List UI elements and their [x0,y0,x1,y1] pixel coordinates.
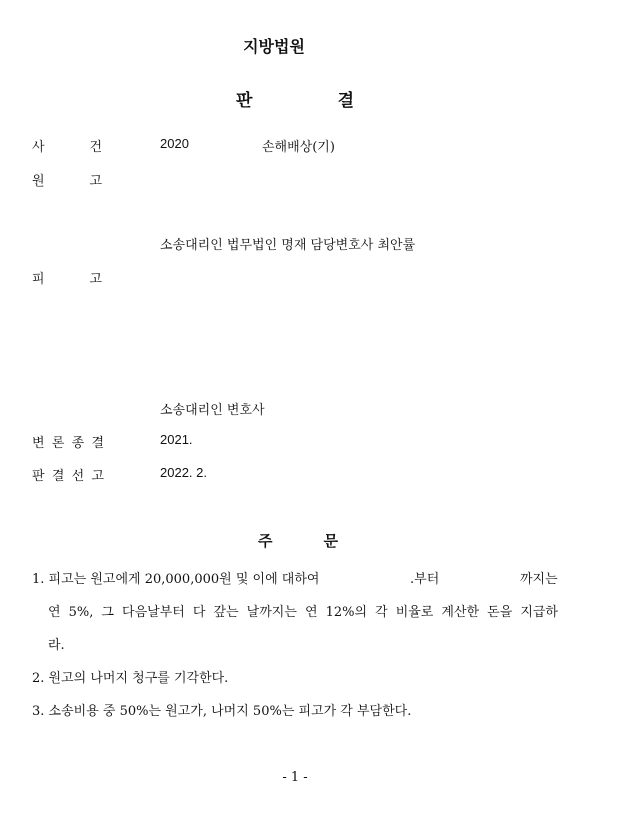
case-label [32,136,102,155]
order-item-1-line-2: 연 5%, 그 다음날부터 다 갚는 날까지는 연 12%의 각 비율로 계산한 돈을 지급하 [48,605,558,620]
document-title [236,86,354,111]
order-item-1-line-1a: 1. 피고는 원고에게 20,000,000원 및 이에 대하여 [32,572,320,587]
document-title-char-2: 결 [337,91,354,111]
closing-argument-date: 2021. [160,432,193,447]
defendant-label-char-2: 고 [89,272,102,287]
closing-label-char-1: 변 [32,436,45,451]
judgment-label-char-4: 고 [91,469,104,484]
order-item-2: 2. 원고의 나머지 청구를 기각한다. [32,671,229,686]
document-title-char-1: 판 [236,91,253,111]
order-title [258,530,338,551]
defendant-representative: 소송대리인 변호사 [160,403,265,418]
judgment-label-char-2: 결 [51,469,65,484]
defendant-label-char-1: 피 [32,272,45,287]
plaintiff-representative: 소송대리인 법무법인 명재 담당변호사 최안률 [160,238,416,253]
order-title-char-2: 문 [323,532,338,550]
order-title-char-1: 주 [258,532,273,550]
defendant-label [32,268,102,287]
closing-label-char-2: 론 [51,436,65,451]
plaintiff-label-char-1: 원 [32,174,45,189]
plaintiff-label-char-2: 고 [89,174,102,189]
judgment-label-char-3: 선 [71,469,85,484]
order-item-1-line-3: 라. [48,638,65,653]
court-name: 지방법원 [243,37,305,56]
case-name: 손해배상(기) [262,140,335,155]
order-item-1-line-1c: 까지는 [520,572,558,587]
plaintiff-label [32,170,102,189]
order-item-1-line-1b: .부터 [410,572,440,587]
page-number: - 1 - [282,770,308,785]
judgment-date: 2022. 2. [160,465,207,480]
closing-label-char-3: 종 [71,436,85,451]
order-item-3: 3. 소송비용 중 50%는 원고가, 나머지 50%는 피고가 각 부담한다. [32,704,412,719]
judgment-date-label [32,465,104,484]
judgment-label-char-1: 판 [32,469,45,484]
case-label-char-2: 건 [89,140,102,155]
closing-label-char-4: 결 [91,436,104,451]
case-number: 2020 [160,136,189,151]
closing-argument-label [32,432,104,451]
case-label-char-1: 사 [32,140,45,155]
